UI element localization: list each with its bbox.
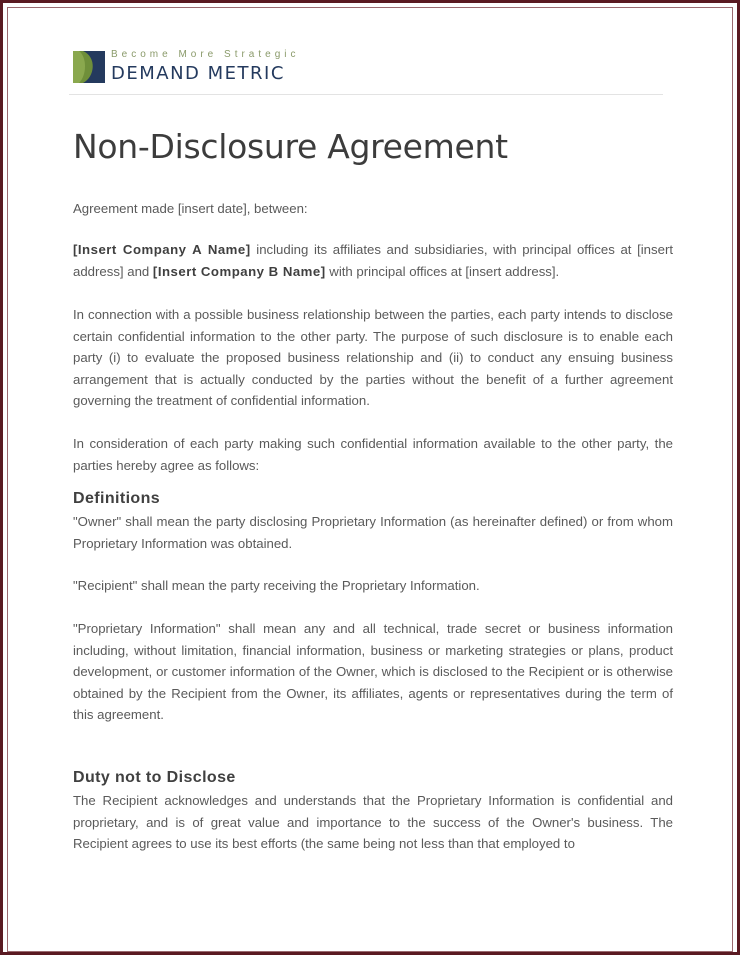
intro-paragraph: Agreement made [insert date], between: [73, 201, 308, 216]
purpose-paragraph: In connection with a possible business relationship between the parties, each party intends to disclose certain confidential information to the other party. The purpose of such disclosure is to enable each party (i) to evaluate the proposed business relationship and (ii) to conduct any ensuing business arrangement that is actually conducted by the parties without the benefit of a further agreement governing the treatment of confidential information. [73, 307, 673, 408]
parties-paragraph [73, 239, 673, 282]
parties-text-2: with principal offices at [insert address]. [325, 263, 560, 279]
logo-tagline: Become More Strategic [111, 49, 300, 60]
definitions-heading: Definitions [73, 490, 161, 507]
parties-text-1: including its affiliates and subsidiaries, with principal offices at [insert address] and [73, 242, 673, 279]
recipient-definition: "Recipient" shall mean the party receiving the Proprietary Information. [73, 578, 480, 593]
proprietary-definition: "Proprietary Information" shall mean any and all technical, trade secret or business information including, without limitation, financial information, business or marketing strategies or plans, product development, or customer information of the Owner, which is disclosed to the Recipient or is otherwise obtained by the Recipient from the Owner, its affiliates, agents or representatives during the term of this agreement. [73, 621, 673, 722]
company-a-name: [Insert Company A Name] [73, 242, 251, 257]
consideration-paragraph: In consideration of each party making such confidential information available to the other party, the parties hereby agree as follows: [73, 436, 673, 473]
logo-mark-icon [73, 51, 105, 83]
company-b-name: [Insert Company B Name] [152, 263, 326, 279]
header-divider [69, 94, 663, 95]
demand-metric-logo [73, 49, 363, 85]
duty-heading: Duty not to Disclose [73, 769, 236, 786]
document-title: Non-Disclosure Agreement [73, 127, 508, 166]
owner-definition: "Owner" shall mean the party disclosing Proprietary Information (as hereinafter defined) or from whom Proprietary Information was obtained. [73, 514, 673, 551]
duty-paragraph: The Recipient acknowledges and understands that the Proprietary Information is confidential and proprietary, and is of great value and importance to the success of the Owner's business. The Recipient agrees to use its best efforts (the same being not less than that employed to [73, 793, 673, 851]
logo-name: DEMAND METRIC [111, 63, 285, 84]
